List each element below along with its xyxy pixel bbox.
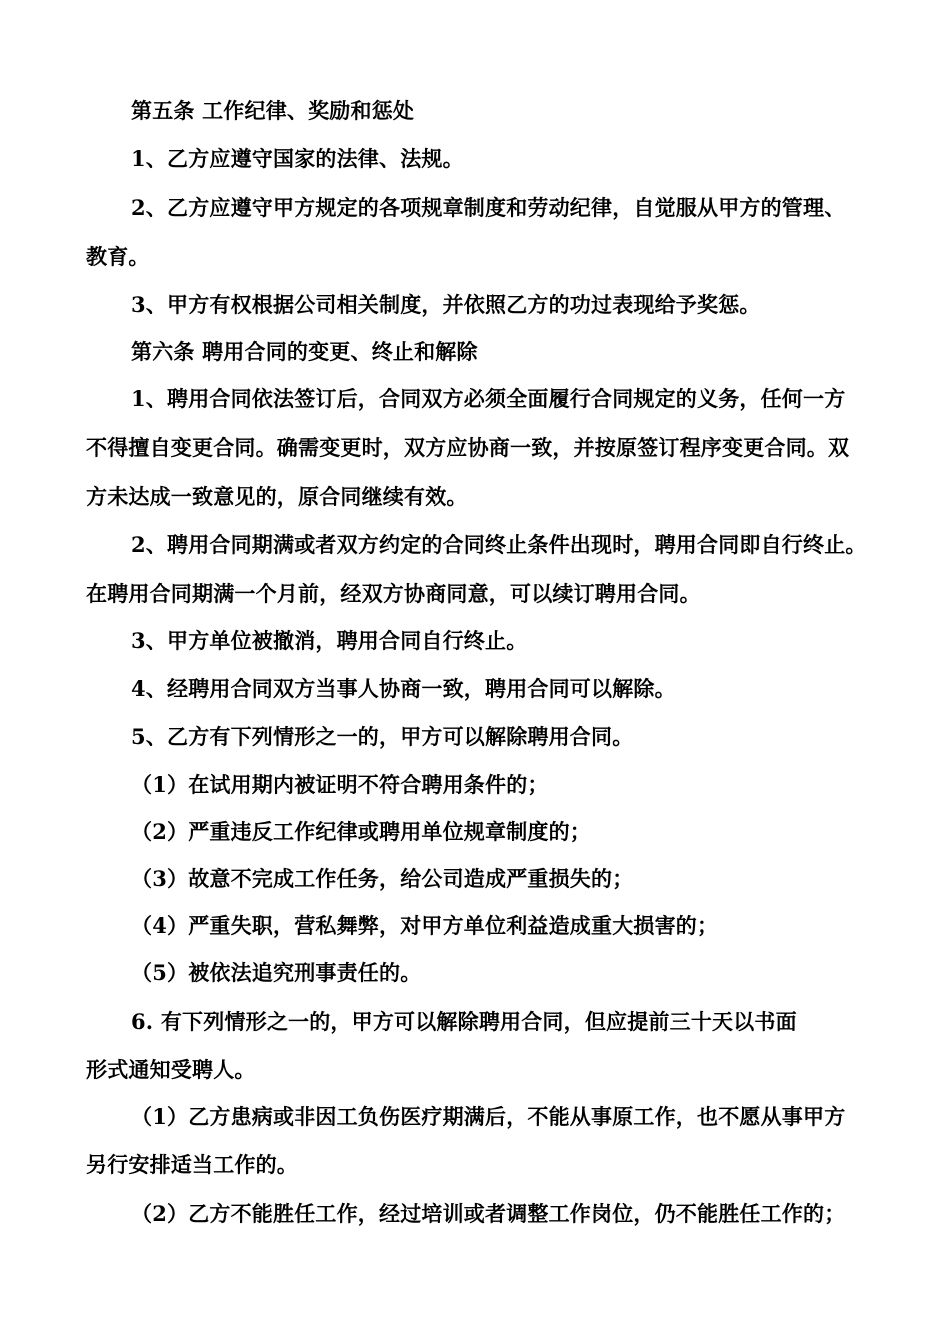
list-item: （1）在试用期内被证明不符合聘用条件的； — [131, 772, 549, 797]
paragraph-line: 形式通知受聘人。 — [86, 1057, 256, 1082]
paragraph-line: 2、乙方应遵守甲方规定的各项规章制度和劳动纪律，自觉服从甲方的管理、 — [131, 195, 846, 220]
paragraph-line: 1、聘用合同依法签订后，合同双方必须全面履行合同规定的义务，任何一方 — [131, 386, 846, 411]
paragraph-line: 方未达成一致意见的，原合同继续有效。 — [86, 484, 468, 509]
paragraph-line: 3、甲方单位被撤消，聘用合同自行终止。 — [131, 628, 528, 653]
paragraph-line: 教育。 — [86, 244, 150, 269]
list-item: （5）被依法追究刑事责任的。 — [131, 960, 422, 985]
paragraph-line: 不得擅自变更合同。确需变更时，双方应协商一致，并按原签订程序变更合同。双 — [86, 435, 850, 460]
list-item: （1）乙方患病或非因工负伤医疗期满后，不能从事原工作，也不愿从事甲方 — [131, 1104, 846, 1129]
article-heading: 第五条 工作纪律、奖励和惩处 — [131, 98, 415, 123]
paragraph-line: 3、甲方有权根据公司相关制度，并依照乙方的功过表现给予奖惩。 — [131, 292, 761, 317]
list-item: （3）故意不完成工作任务，给公司造成严重损失的； — [131, 866, 634, 891]
list-item: （4）严重失职，营私舞弊，对甲方单位利益造成重大损害的； — [131, 913, 719, 938]
list-item: （2）严重违反工作纪律或聘用单位规章制度的； — [131, 819, 592, 844]
list-item: （2）乙方不能胜任工作，经过培训或者调整工作岗位，仍不能胜任工作的； — [131, 1201, 846, 1226]
paragraph-line: 6. 有下列情形之一的，甲方可以解除聘用合同，但应提前三十天以书面 — [131, 1009, 797, 1034]
paragraph-line: 4、经聘用合同双方当事人协商一致，聘用合同可以解除。 — [131, 676, 676, 701]
paragraph-line: 1、乙方应遵守国家的法律、法规。 — [131, 146, 464, 171]
paragraph-line: 在聘用合同期满一个月前，经双方协商同意，可以续订聘用合同。 — [86, 581, 701, 606]
paragraph-line: 5、乙方有下列情形之一的，甲方可以解除聘用合同。 — [131, 724, 634, 749]
paragraph-line: 另行安排适当工作的。 — [86, 1152, 298, 1177]
article-heading: 第六条 聘用合同的变更、终止和解除 — [131, 339, 478, 364]
paragraph-line: 2、聘用合同期满或者双方约定的合同终止条件出现时，聘用合同即自行终止。 — [131, 532, 867, 557]
